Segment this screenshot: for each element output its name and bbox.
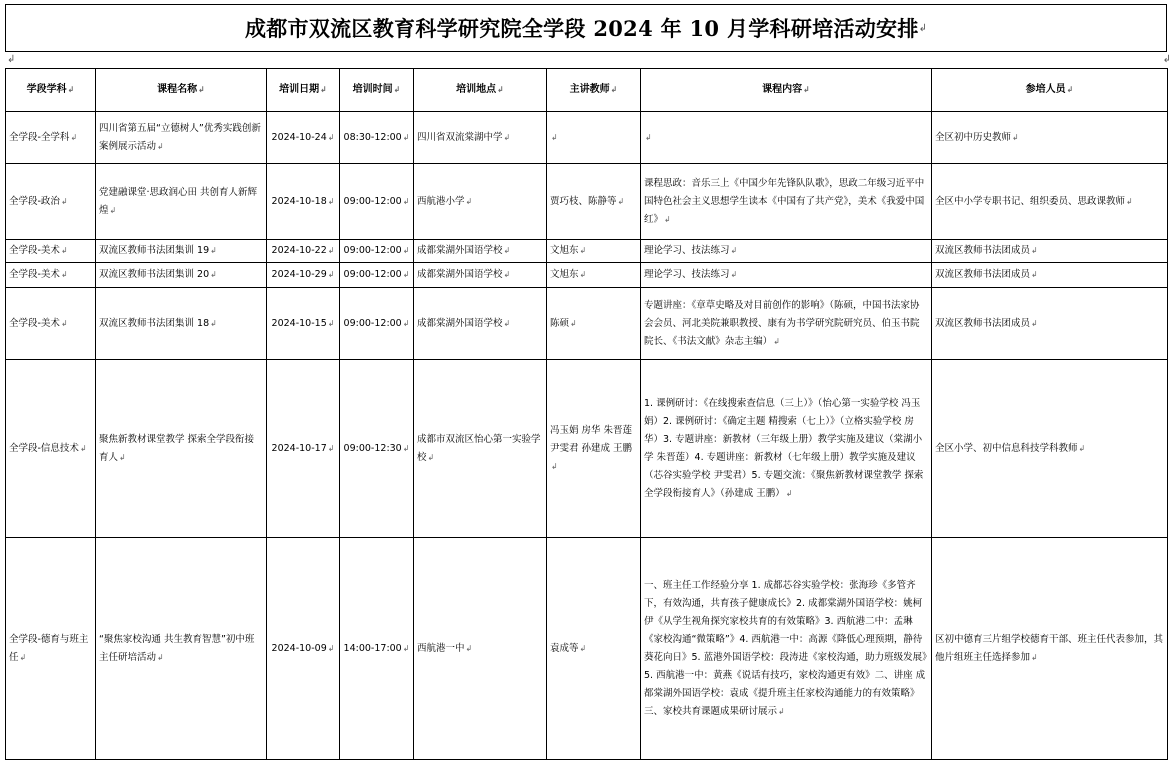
cell-date: 2024-10-17 ↲	[267, 360, 340, 538]
cell-date: 2024-10-15 ↲	[267, 288, 340, 360]
cell-subject: 全学段-美术 ↲	[6, 288, 96, 360]
cell-course: 双流区教师书法团集训 18 ↲	[96, 288, 267, 360]
cell-participants: 区初中德育三片组学校德育干部、班主任代表参加，其他片组班主任选择参加 ↲	[932, 538, 1168, 760]
cell-time: 09:00-12:00 ↲	[340, 164, 414, 240]
table-row	[6, 164, 1168, 240]
cell-location: 成都棠湖外国语学校 ↲	[414, 263, 547, 288]
cell-course: 聚焦新教材课堂教学 探索全学段衔接育人 ↲	[96, 360, 267, 538]
cell-teacher: 陈硕 ↲	[547, 288, 641, 360]
header-course: 课程名称 ↲	[96, 69, 267, 112]
paragraph-mark-icon: ↲	[918, 22, 928, 34]
schedule-table	[5, 68, 1168, 760]
cell-date: 2024-10-09 ↲	[267, 538, 340, 760]
cell-time: 08:30-12:00 ↲	[340, 112, 414, 164]
cell-teacher: 贾巧枝、陈静等 ↲	[547, 164, 641, 240]
row-end-mark-icon: ↲	[1162, 54, 1171, 65]
table-row	[6, 240, 1168, 263]
cell-location: 四川省双流棠湖中学 ↲	[414, 112, 547, 164]
table-row	[6, 288, 1168, 360]
cell-teacher: 文旭东 ↲	[547, 263, 641, 288]
cell-subject: 全学段-德育与班主任 ↲	[6, 538, 96, 760]
cell-content: 理论学习、技法练习 ↲	[641, 240, 932, 263]
cell-content: 理论学习、技法练习 ↲	[641, 263, 932, 288]
cell-subject: 全学段-全学科 ↲	[6, 112, 96, 164]
header-location: 培训地点 ↲	[414, 69, 547, 112]
cell-date: 2024-10-24 ↲	[267, 112, 340, 164]
cell-content: 1. 课例研讨：《在线搜索查信息（三上）》（怡心第一实验学校 冯玉娟）2. 课例研讨：《确定主题 精搜索（七上）》（立格实验学校 房华）3. 专题讲座：新教材（三年级上册）教学实施及建议（棠湖小学 朱晋莲）4. 专题讲座：新教材（七年级上册）教学实施及建议（芯谷实验学校 尹雯君）5. 专题交流：《聚焦新教材课堂教学 探索全学段衔接育人》（孙建成 王鹏） ↲	[641, 360, 932, 538]
cell-course: 双流区教师书法团集训 20 ↲	[96, 263, 267, 288]
header-date: 培训日期 ↲	[267, 69, 340, 112]
page-title: 成都市双流区教育科学研究院全学段 2024 年 10 月学科研培活动安排	[244, 16, 919, 41]
cell-time: 09:00-12:00 ↲	[340, 263, 414, 288]
table-row	[6, 263, 1168, 288]
cell-date: 2024-10-22 ↲	[267, 240, 340, 263]
cell-location: 西航港一中 ↲	[414, 538, 547, 760]
cell-time: 09:00-12:00 ↲	[340, 240, 414, 263]
table-row	[6, 538, 1168, 760]
cell-course: 四川省第五届“立德树人”优秀实践创新案例展示活动 ↲	[96, 112, 267, 164]
cell-location: 成都棠湖外国语学校 ↲	[414, 288, 547, 360]
paragraph-mark-icon: ↲	[7, 54, 16, 65]
cell-subject: 全学段-美术 ↲	[6, 263, 96, 288]
cell-time: 09:00-12:30 ↲	[340, 360, 414, 538]
cell-teacher	[547, 112, 641, 164]
cell-subject: 全学段-信息技术 ↲	[6, 360, 96, 538]
cell-location: 成都市双流区怡心第一实验学校 ↲	[414, 360, 547, 538]
cell-teacher: 文旭东 ↲	[547, 240, 641, 263]
cell-time: 14:00-17:00 ↲	[340, 538, 414, 760]
cell-content: 一、班主任工作经验分享 1. 成都芯谷实验学校：张海珍《多管齐下，有效沟通，共育孩子健康成长》2. 成都棠湖外国语学校：姚柯伊《从学生视角探究家校共育的有效策略》3. 西航港二中：孟琳 《家校沟通“微策略”》4. 西航港一中：高源《降低心理预期，静待葵花向日》5. 蓝港外国语学校：段涛进《家校沟通，助力班级发展》5. 西航港一中：黄燕《说话有技巧，家校沟通更有效》二、讲座 成都棠湖外国语学校：袁成《提升班主任家校沟通能力的有效策略》三、家校共育课题成果研讨展示 ↲	[641, 538, 932, 760]
cell-course: 双流区教师书法团集训 19 ↲	[96, 240, 267, 263]
cell-subject: 全学段-政治 ↲	[6, 164, 96, 240]
cell-content: 课程思政：音乐三上《中国少年先锋队队歌》，思政二年级习近平中国特色社会主义思想学生读本《中国有了共产党》，美术《我爱中国红》 ↲	[641, 164, 932, 240]
cell-teacher: 冯玉娟 房华 朱晋莲 尹雯君 孙建成 王鹏 ↲	[547, 360, 641, 538]
cell-participants: 全区初中历史教师 ↲	[932, 112, 1168, 164]
cell-location: 成都棠湖外国语学校 ↲	[414, 240, 547, 263]
table-row	[6, 360, 1168, 538]
title-box	[5, 4, 1167, 52]
cell-participants: 双流区教师书法团成员 ↲	[932, 263, 1168, 288]
header-subject: 学段学科 ↲	[6, 69, 96, 112]
header-time: 培训时间 ↲	[340, 69, 414, 112]
cell-participants: 全区小学、初中信息科技学科教师 ↲	[932, 360, 1168, 538]
cell-course: “聚焦家校沟通 共生教育智慧”初中班主任研培活动 ↲	[96, 538, 267, 760]
table-header-row	[6, 69, 1168, 112]
cell-participants: 全区中小学专职书记、组织委员、思政课教师 ↲	[932, 164, 1168, 240]
cell-participants: 双流区教师书法团成员 ↲	[932, 240, 1168, 263]
cell-content: 专题讲座：《章草史略及对目前创作的影响》（陈硕，中国书法家协会会员、河北美院兼职教授、康有为书学研究院研究员、伯玉书院院长、《书法文献》杂志主编） ↲	[641, 288, 932, 360]
cell-course: 党建融课堂·思政润心田 共创育人新辉煌 ↲	[96, 164, 267, 240]
cell-time: 09:00-12:00 ↲	[340, 288, 414, 360]
header-teacher: 主讲教师 ↲	[547, 69, 641, 112]
cell-content	[641, 112, 932, 164]
cell-date: 2024-10-18 ↲	[267, 164, 340, 240]
header-participants: 参培人员 ↲	[932, 69, 1168, 112]
header-content: 课程内容 ↲	[641, 69, 932, 112]
cell-participants: 双流区教师书法团成员 ↲	[932, 288, 1168, 360]
cell-date: 2024-10-29 ↲	[267, 263, 340, 288]
cell-location: 西航港小学 ↲	[414, 164, 547, 240]
cell-teacher: 袁成等 ↲	[547, 538, 641, 760]
table-row	[6, 112, 1168, 164]
cell-subject: 全学段-美术 ↲	[6, 240, 96, 263]
